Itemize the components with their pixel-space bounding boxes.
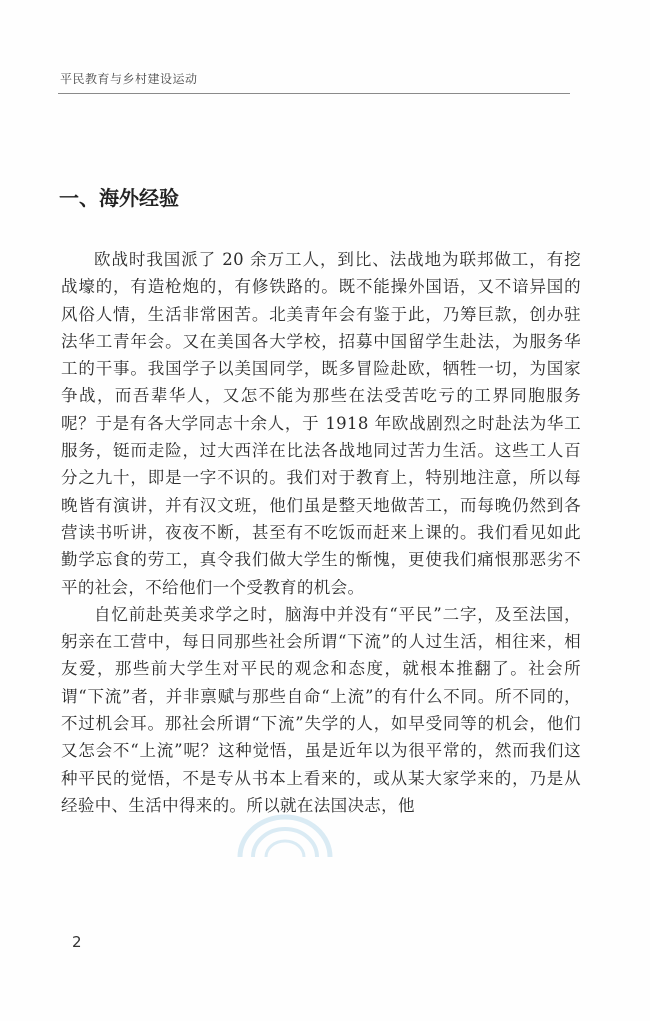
page-number: 2 bbox=[72, 933, 82, 951]
watermark-logo bbox=[235, 812, 465, 862]
paragraph: 欧战时我国派了 20 余万工人，到比、法战地为联邦做工，有挖战壕的，有造枪炮的，有修铁路的。既不能操外国语，又不谙异国的风俗人情，生活非常困苦。北美青年会有鉴于此，乃筹巨款，创办驻法华工青年会。又在美国各大学校，招募中国留学生赴法，为服务华工的干事。我国学子以美国同学，既多冒险赴欧，牺牲一切，为国家争战，而吾辈华人，又怎不能为那些在法受苦吃亏的工界同胞服务呢？于是有各大学同志十余人，于 1918 年欧战剧烈之时赴法为华工服务，铤而走险，过大西洋在比法各战地同过苦力生活。这些工人百分之九十，即是一字不识的。我们对于教育上，特别地注意，所以每晚皆有演讲，并有汉文班，他们虽是整天地做苦工，而每晚仍然到各营读书听讲，夜夜不断，甚至有不吃饭而赶来上课的。我们看见如此勤学忘食的劳工，真令我们做大学生的惭愧，更使我们痛恨那恶劣不平的社会，不给他们一个受教育的机会。 bbox=[61, 250, 581, 597]
paragraph: 自忆前赴英美求学之时，脑海中并没有“平民”二字，及至法国，躬亲在工营中，每日同那些社会所谓“下流”的人过生活，相往来，相友爱，那些前大学生对平民的观念和态度，就根本推翻了。社会所谓“下流”者，并非禀赋与那些自命“上流”的有什么不同。所不同的，不过机会耳。那社会所谓“下流”失学的人，如早受同等的机会，他们又怎会不“上流”呢？这种觉悟，虽是近年以为很平常的，然而我们这种平民的觉悟，不是专从书本上看来的，或从某大家学来的，乃是从经验中、生活中得来的。所以就在法国决志，他 bbox=[61, 604, 581, 815]
header-rule bbox=[58, 93, 570, 94]
section-title: 一、海外经验 bbox=[59, 186, 179, 210]
body-text bbox=[61, 246, 581, 819]
watermark-arc-icon bbox=[235, 812, 335, 862]
running-header: 平民教育与乡村建设运动 bbox=[60, 72, 198, 86]
